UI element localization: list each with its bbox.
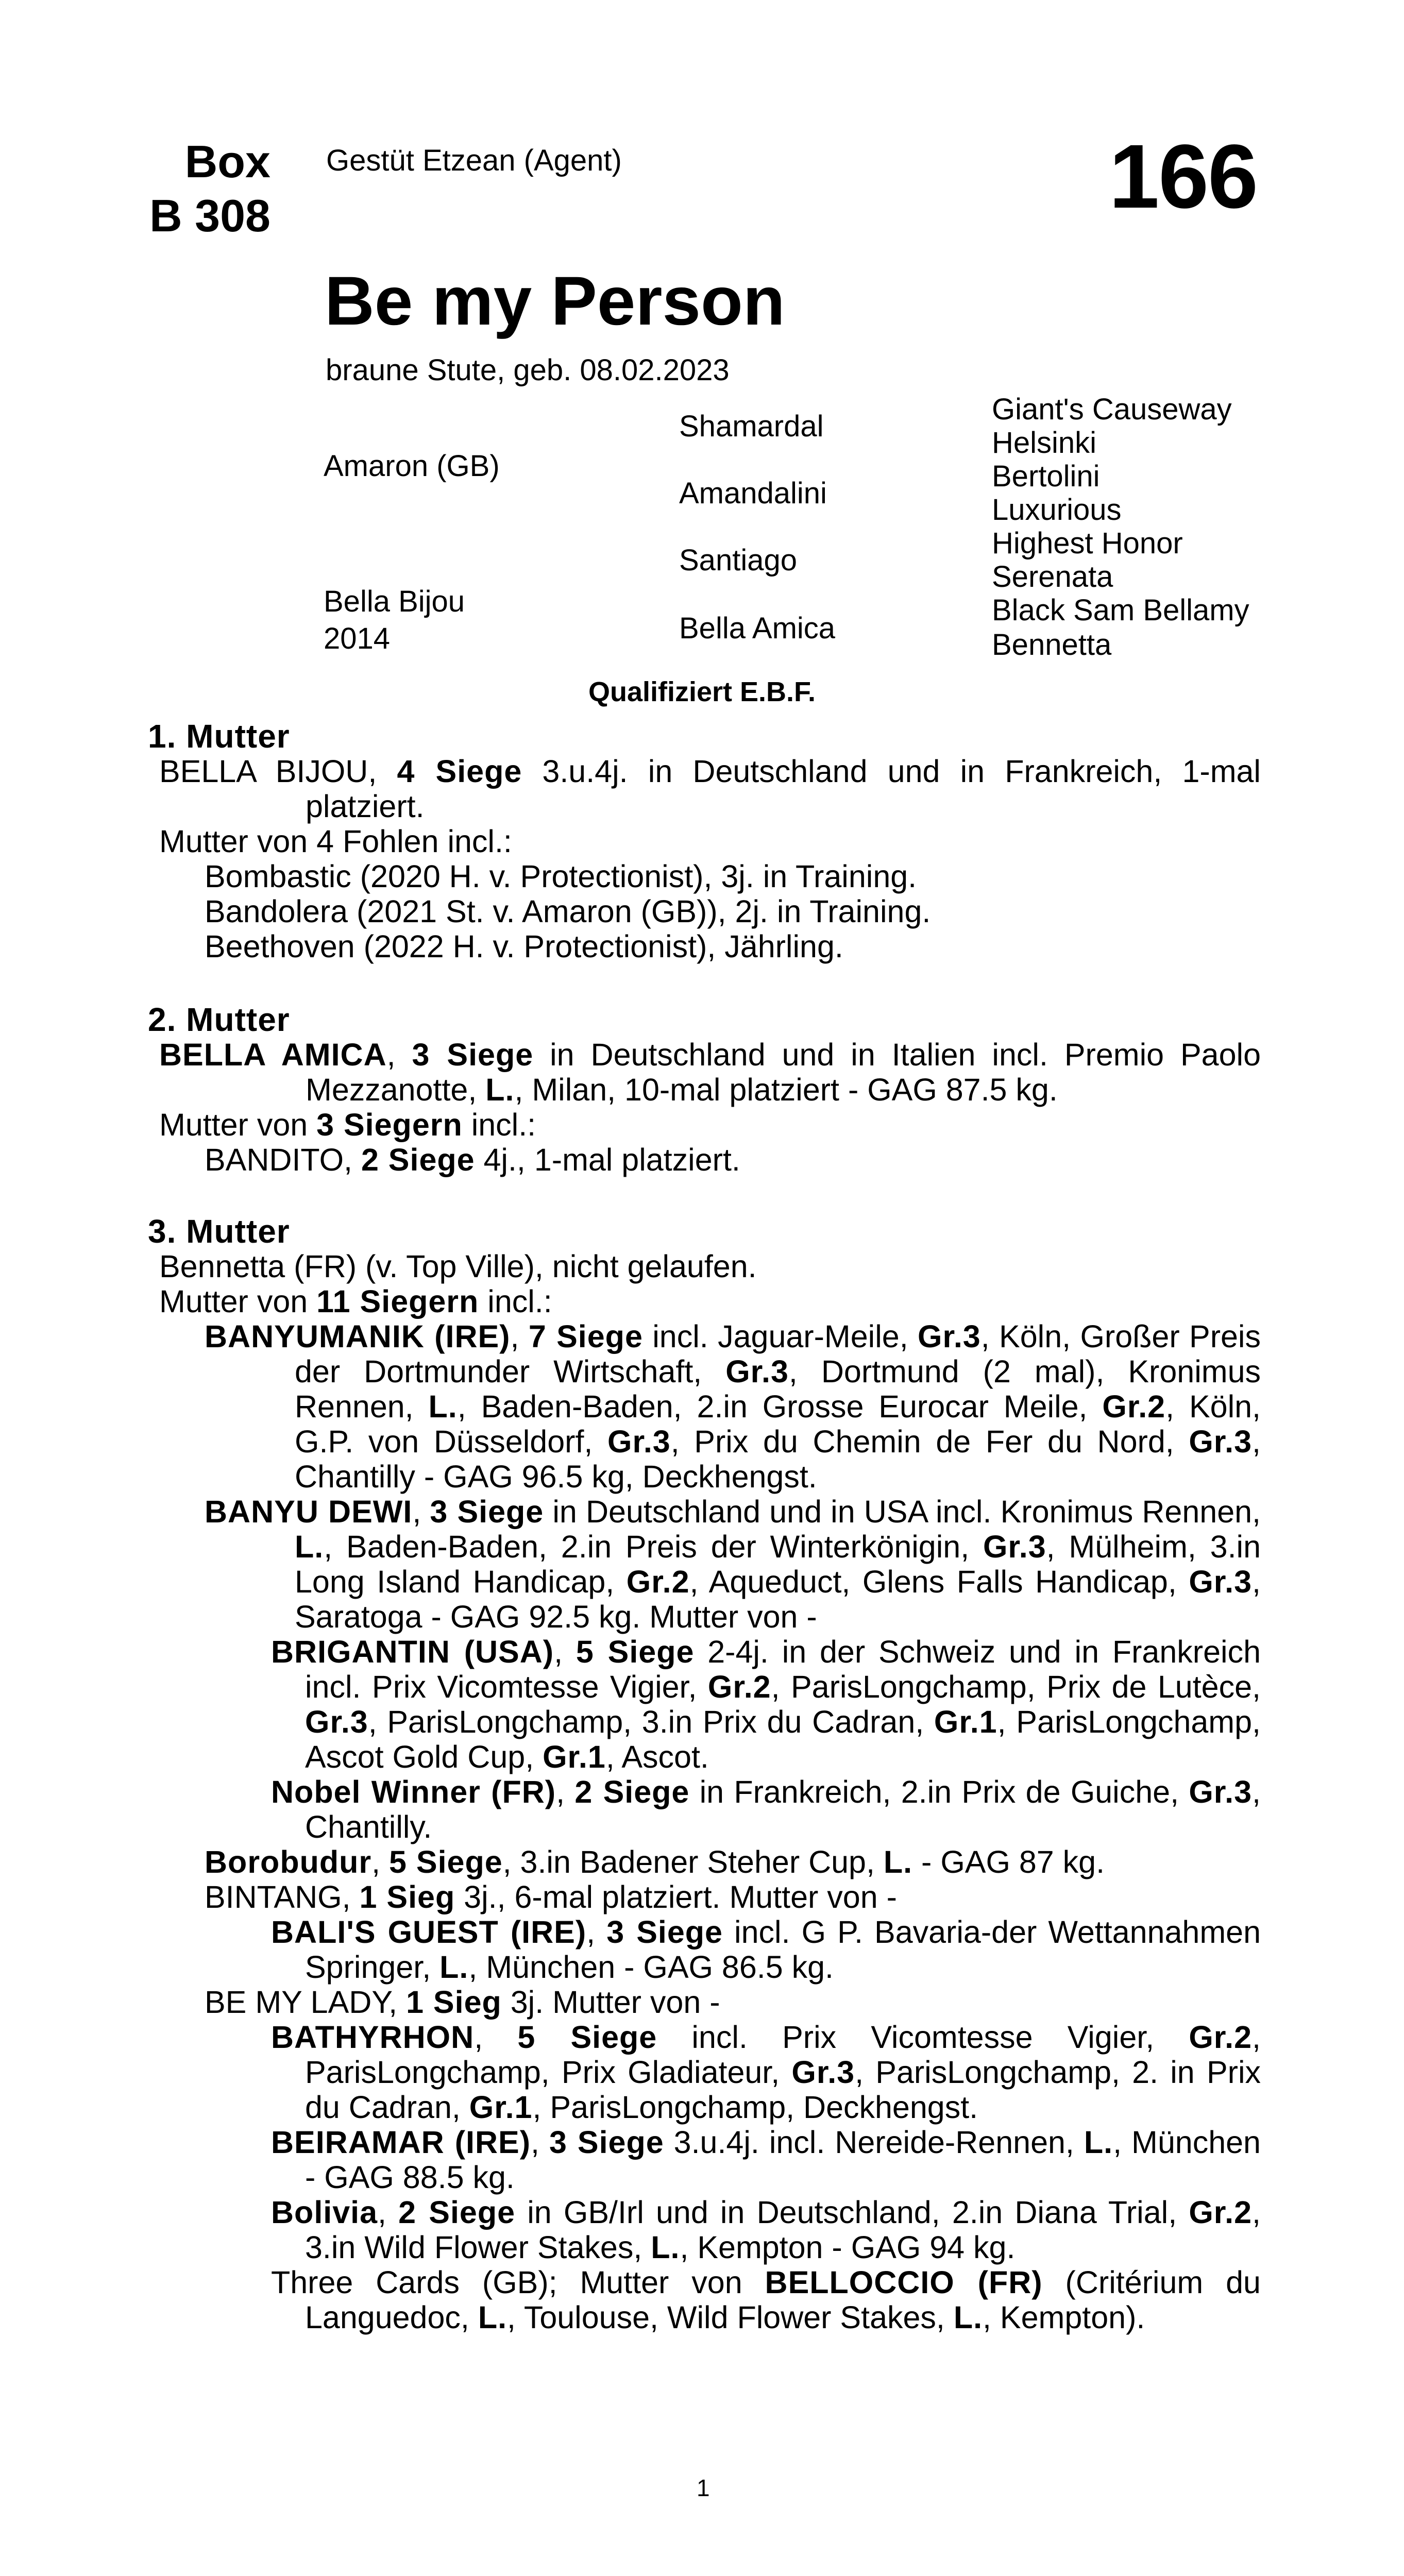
text-segment: ,	[371, 1844, 390, 1879]
bold-segment: 5 Siege	[576, 1634, 695, 1669]
text-segment: incl. G P. Bavaria-der Wettannahmen Springer,	[305, 1914, 1261, 1985]
bold-segment: BANYUMANIK (IRE)	[205, 1319, 511, 1354]
produce-intro: Mutter von 4 Fohlen incl.:	[159, 824, 512, 859]
produce-item	[271, 2125, 1261, 2195]
pedigree-ggp: Highest Honor	[992, 527, 1183, 560]
dam-text: 3.u.4j. in Deutschland und in Frankreich, 1-mal platziert.	[306, 754, 1261, 824]
bold-segment: L.	[883, 1844, 913, 1879]
text-segment: , Toulouse, Wild Flower Stakes,	[507, 2300, 954, 2335]
pedigree-dam-year: 2014	[324, 622, 391, 655]
produce-item	[271, 1634, 1261, 1774]
produce-name: BANDITO,	[205, 1142, 361, 1177]
bold-segment: Gr.3	[725, 1354, 789, 1389]
pedigree-ggp: Bennetta	[992, 628, 1112, 662]
text-segment: BE MY LADY,	[205, 1985, 407, 2020]
bold-segment: Bolivia	[271, 2195, 378, 2230]
pedigree-sire-dam: Amandalini	[679, 477, 827, 510]
text-segment: , Saratoga - GAG 92.5 kg. Mutter von -	[295, 1564, 1261, 1634]
bold-segment: Gr.2	[626, 1564, 690, 1599]
listed-badge: L.	[485, 1072, 515, 1107]
produce-intro	[159, 1107, 1261, 1142]
text-segment: BINTANG,	[205, 1879, 360, 1914]
pedigree-sire: Amaron (GB)	[324, 449, 500, 483]
produce-item	[205, 1985, 1261, 2020]
produce-intro-text: incl.:	[479, 1284, 552, 1319]
text-segment: ,	[531, 2125, 549, 2160]
bold-segment: Gr.3	[305, 1704, 368, 1739]
pedigree-ggp: Helsinki	[992, 426, 1097, 460]
bold-segment: Gr.1	[543, 1739, 606, 1774]
text-segment: ,	[554, 1634, 576, 1669]
text-segment: ,	[412, 1494, 430, 1529]
text-segment: ,	[378, 2195, 399, 2230]
produce-item	[271, 1774, 1261, 1844]
text-segment: , Köln, G.P. von Düsseldorf,	[295, 1389, 1261, 1459]
produce-item	[271, 2020, 1261, 2125]
bold-segment: Gr.1	[934, 1704, 997, 1739]
dam-wins: 4 Siege	[397, 754, 522, 789]
produce-item	[205, 1319, 1261, 1494]
box-label: Box	[184, 136, 270, 187]
text-segment: , Kempton).	[983, 2300, 1145, 2335]
dam-record: Bennetta (FR) (v. Top Ville), nicht gelaufen.	[159, 1249, 757, 1284]
bold-segment: 7 Siege	[528, 1319, 643, 1354]
text-segment: , ParisLongchamp, 2. in Prix du Cadran,	[305, 2055, 1261, 2125]
bold-segment: Gr.2	[1102, 1389, 1166, 1424]
bold-segment: Gr.3	[791, 2055, 855, 2090]
bold-segment: Gr.3	[1189, 1564, 1253, 1599]
bold-segment: Gr.3	[607, 1424, 671, 1459]
dam-wins: 3 Siege	[412, 1037, 534, 1072]
produce-item	[205, 1844, 1261, 1879]
pedigree-ggp: Luxurious	[992, 493, 1122, 527]
lot-number: 166	[1109, 126, 1257, 227]
text-segment: 3j., 6-mal platziert. Mutter von -	[455, 1879, 897, 1914]
bold-segment: 1 Sieg	[406, 1985, 502, 2020]
pedigree-dam-dam: Bella Amica	[679, 612, 836, 645]
bold-segment: L.	[439, 1950, 469, 1985]
produce-intro-text: Mutter von	[159, 1107, 317, 1142]
consignor: Gestüt Etzean (Agent)	[326, 144, 622, 177]
text-segment: , Köln, Großer Preis der Dortmunder Wirtschaft,	[295, 1319, 1261, 1389]
produce-intro	[159, 1284, 1261, 1319]
text-segment: , ParisLongchamp, Prix de Lutèce,	[771, 1669, 1261, 1704]
bold-segment: 5 Siege	[389, 1844, 503, 1879]
section-title: 2. Mutter	[148, 1001, 290, 1038]
bold-segment: BELLOCCIO (FR)	[765, 2265, 1043, 2300]
bold-segment: 3 Siege	[549, 2125, 664, 2160]
text-segment: - GAG 87 kg.	[912, 1844, 1105, 1879]
text-segment: , München - GAG 88.5 kg.	[305, 2125, 1261, 2195]
text-segment: ,	[586, 1914, 607, 1950]
produce-item	[271, 2265, 1261, 2335]
bold-segment: Gr.3	[1189, 1774, 1253, 1809]
text-segment: , Chantilly.	[305, 1774, 1261, 1844]
horse-description: braune Stute, geb. 08.02.2023	[326, 353, 730, 387]
pedigree-ggp: Black Sam Bellamy	[992, 594, 1249, 627]
pedigree-ggp: Serenata	[992, 560, 1113, 594]
produce-item	[205, 1879, 1261, 1914]
text-segment: , ParisLongchamp, 3.in Prix du Cadran,	[368, 1704, 934, 1739]
pedigree-sire-sire: Shamardal	[679, 410, 824, 443]
bold-segment: L.	[1084, 2125, 1113, 2160]
dam-text: , Milan, 10-mal platziert - GAG 87.5 kg.	[514, 1072, 1058, 1107]
produce-wins: 2 Siege	[361, 1142, 475, 1177]
bold-segment: BATHYRHON	[271, 2020, 475, 2055]
bold-segment: L.	[651, 2230, 680, 2265]
text-segment: , Dortmund (2 mal), Kronimus Rennen,	[295, 1354, 1261, 1424]
bold-segment: 3 Siege	[430, 1494, 544, 1529]
bold-segment: Gr.2	[1189, 2195, 1253, 2230]
winners-count: 3 Siegern	[316, 1107, 463, 1142]
bold-segment: 2 Siege	[574, 1774, 690, 1809]
bold-segment: Gr.2	[1189, 2020, 1253, 2055]
bold-segment: L.	[428, 1389, 458, 1424]
bold-segment: 1 Sieg	[359, 1879, 455, 1914]
bold-segment: Gr.3	[983, 1529, 1046, 1564]
page-number: 1	[697, 2475, 710, 2501]
produce-item	[205, 1494, 1261, 1634]
section-second-dam	[148, 1002, 1261, 1177]
text-segment: , 3.in Wild Flower Stakes,	[305, 2195, 1261, 2265]
bold-segment: Gr.3	[918, 1319, 981, 1354]
bold-segment: BRIGANTIN (USA)	[271, 1634, 554, 1669]
text-segment: , ParisLongchamp, Deckhengst.	[532, 2090, 978, 2125]
qualification-text: Qualifiziert E.B.F.	[588, 676, 816, 707]
bold-segment: BEIRAMAR (IRE)	[271, 2125, 531, 2160]
text-segment: , Prix du Chemin de Fer du Nord,	[670, 1424, 1189, 1459]
text-segment: , Baden-Baden, 2.in Grosse Eurocar Meile,	[457, 1389, 1103, 1424]
text-segment: in Deutschland und in USA incl. Kronimus Rennen,	[544, 1494, 1261, 1529]
horse-name: Be my Person	[325, 263, 785, 340]
bold-segment: Nobel Winner (FR)	[271, 1774, 556, 1809]
text-segment: Three Cards (GB); Mutter von	[271, 2265, 765, 2300]
produce-item: Bandolera (2021 St. v. Amaron (GB)), 2j. in Training.	[205, 894, 931, 929]
produce-item: Bombastic (2020 H. v. Protectionist), 3j. in Training.	[205, 859, 917, 894]
text-segment: , Baden-Baden, 2.in Preis der Winterkönigin,	[324, 1529, 983, 1564]
text-segment: , Chantilly - GAG 96.5 kg, Deckhengst.	[295, 1424, 1261, 1494]
pedigree-ggp: Bertolini	[992, 460, 1100, 493]
bold-segment: BANYU DEWI	[205, 1494, 413, 1529]
bold-segment: Gr.2	[707, 1669, 771, 1704]
text-segment: ,	[556, 1774, 575, 1809]
produce-item	[271, 2195, 1261, 2265]
produce-item: Beethoven (2022 H. v. Protectionist), Jährling.	[205, 929, 843, 964]
dam-name: BELLA BIJOU	[159, 754, 368, 789]
winners-count: 11 Siegern	[316, 1284, 479, 1319]
produce-intro-text: Mutter von	[159, 1284, 317, 1319]
text-segment: , 3.in Badener Steher Cup,	[502, 1844, 884, 1879]
section-third-dam	[148, 1214, 1261, 2335]
bold-segment: Gr.1	[469, 2090, 533, 2125]
bold-segment: 2 Siege	[398, 2195, 516, 2230]
dam-text: in Deutschland und in Italien incl. Premio Paolo Mezzanotte,	[306, 1037, 1261, 1107]
section-first-dam	[148, 719, 1261, 964]
text-segment: incl. Jaguar-Meile,	[642, 1319, 918, 1354]
bold-segment: L.	[953, 2300, 983, 2335]
qualification	[0, 678, 1404, 706]
text-segment: 3j. Mutter von -	[501, 1985, 720, 2020]
bold-segment: 3 Siege	[606, 1914, 723, 1950]
pedigree-dam-sire: Santiago	[679, 544, 797, 577]
text-segment: 3.u.4j. incl. Nereide-Rennen,	[664, 2125, 1084, 2160]
section-title: 3. Mutter	[148, 1213, 290, 1250]
text-segment: incl. Prix Vicomtesse Vigier,	[657, 2020, 1189, 2055]
text-segment: , Ascot.	[605, 1739, 709, 1774]
pedigree-ggp: Giant's Causeway	[992, 393, 1232, 426]
bold-segment: 5 Siege	[517, 2020, 657, 2055]
text-segment: (Critérium du Languedoc,	[305, 2265, 1261, 2335]
bold-segment: Gr.3	[1189, 1424, 1253, 1459]
bold-segment: Borobudur	[205, 1844, 372, 1879]
bold-segment: BALI'S GUEST (IRE)	[271, 1914, 587, 1950]
text-segment: , ParisLongchamp, Prix Gladiateur,	[305, 2020, 1261, 2090]
text-segment: , Kempton - GAG 94 kg.	[680, 2230, 1016, 2265]
produce-item	[205, 1142, 1261, 1177]
pedigree-dam: Bella Bijou	[324, 585, 465, 618]
box-number: B 308	[149, 190, 270, 241]
produce-intro-text: incl.:	[462, 1107, 536, 1142]
text-segment: , Mülheim, 3.in Long Island Handicap,	[295, 1529, 1261, 1599]
dam-name: BELLA AMICA	[159, 1037, 387, 1072]
produce-item	[271, 1914, 1261, 1985]
produce-text: 4j., 1-mal platziert.	[475, 1142, 740, 1177]
text-segment: 2-4j. in der Schweiz und in Frankreich incl. Prix Vicomtesse Vigier,	[305, 1634, 1261, 1704]
text-segment: in GB/Irl und in Deutschland, 2.in Diana Trial,	[515, 2195, 1189, 2230]
bold-segment: L.	[478, 2300, 508, 2335]
text-segment: ,	[474, 2020, 518, 2055]
text-segment: in Frankreich, 2.in Prix de Guiche,	[689, 1774, 1189, 1809]
dam-record: BELLA AMICA, 3 Siege in Deutschland und in Italien incl. Premio Paolo Mezzanotte, L., Milan, 10-mal platziert - GAG 87.5 kg.	[159, 1037, 1261, 1107]
text-segment: , ParisLongchamp, Ascot Gold Cup,	[305, 1704, 1261, 1774]
text-segment: , Aqueduct, Glens Falls Handicap,	[689, 1564, 1189, 1599]
bold-segment: L.	[295, 1529, 324, 1564]
text-segment: ,	[510, 1319, 529, 1354]
text-segment: , München - GAG 86.5 kg.	[468, 1950, 834, 1985]
section-title: 1. Mutter	[148, 718, 290, 755]
dam-record: BELLA BIJOU, 4 Siege 3.u.4j. in Deutschland und in Frankreich, 1-mal platziert.	[159, 754, 1261, 824]
